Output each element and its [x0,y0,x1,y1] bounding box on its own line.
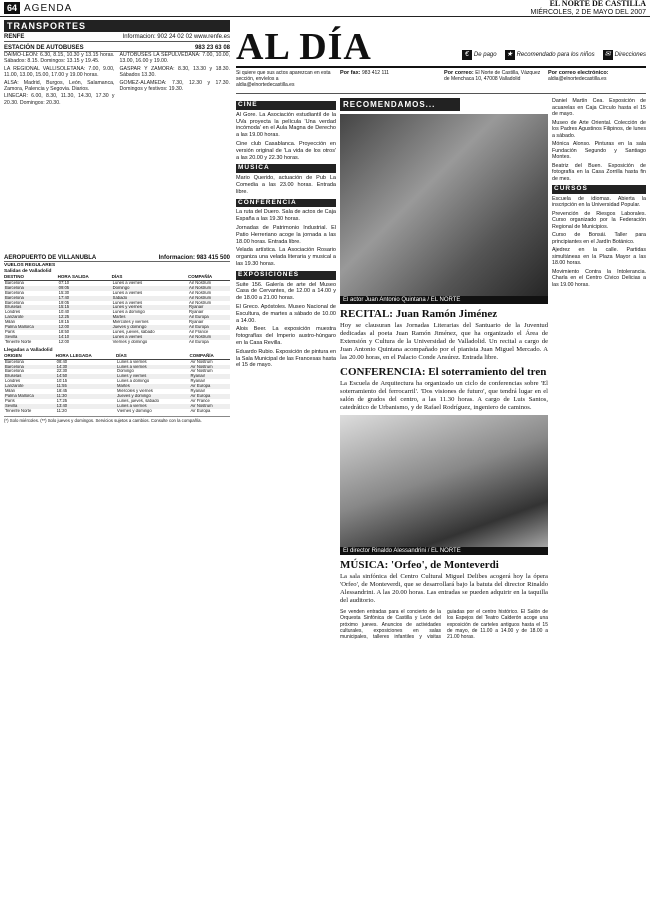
masthead [530,0,646,17]
exhibition-item: Museo de Arte Oriental. Colección de los Padres Agustinos Filipinos, de lunes a sábado. [552,119,646,139]
page-header [0,0,650,17]
table-cell: Barcelona [5,369,24,374]
table-cell: Lanzarote [4,315,58,320]
table-cell: 14:10 [58,335,112,340]
table-cell: 15:30 [58,290,70,295]
listings-column-right [552,98,646,290]
transport-column [4,20,230,898]
otros-item: Ajedrez en la calle. Partidas simultáneas en la Plaza Mayor a las 18.00 horas. [552,247,646,266]
intro-head: Por correo electrónico: [548,70,609,76]
table-cell: 14:30 [56,365,116,370]
flights-title: VUELOS REGULARES [4,263,56,268]
bus-schedule-text [4,52,230,252]
table-header: COMPAÑÍA [188,275,230,280]
aldia-legend [462,50,646,60]
intro-item [236,70,334,91]
table-cell: Air Nostrum [190,365,230,370]
table-cell: Air France [188,329,209,334]
bus-line: GASPAR Y ZAMORA: 8.30, 13.30 y 18.30. Sábados 13.30. [119,65,230,79]
table-cell: Lunes a viernes [116,365,189,370]
exposicion-item: Alois Beer. La exposición muestra fotografías del Imperio austro-húngaro en la Casa Revilla. [236,326,336,346]
table-cell: Milán [5,389,16,394]
bus-station-heading [4,45,230,52]
table-header: ORIGEN [4,354,56,359]
exposiciones-list [236,282,336,370]
transport-header: TRANSPORTES [4,20,230,32]
table-cell: Tenerife Norte [5,408,32,413]
bus-line: LINECAR: 6.00, 8.30, 11.30, 14.30, 17.30 y 20.30. Domingos: 20.30. [4,93,115,106]
table-cell: 12:00 [58,339,70,344]
recital-body: Hoy se clausuran las Jornadas Literarias del Santuario de la Juventud dedicadas al poeta Juan Ramón Jiménez, que ha organizado el Área de Extensión y Cultura de la Universidad de Valladolid. Un recital a cargo de Juan Antonio Quintana acompañado por el pianista Juan Miguel Mercado. A las 20.00 horas, en el Palacio Conde Ansúrez. Entrada libre. [340,322,548,361]
table-cell: Martes [116,384,189,389]
music-body: La sala sinfónica del Centro Cultural Miguel Delibes acogerá hoy la ópera 'Orfeo', de Monteverdi, que se desarrollará bajo la batuta del director Rinaldo Alessandrini. A las 20.00 horas. Las entradas se pueden adquirir en la taquilla del auditorio. [340,573,548,604]
table-cell: 12:25 [58,315,112,320]
table-cell: Lunes a viernes [112,300,143,305]
recommended-column [340,98,548,759]
table-cell: 11:30 [56,394,116,399]
table-cell: Domingo [112,286,188,291]
section-title: AGENDA [24,2,73,14]
curso-item: Escuela de idiomas. Abierta la inscripción en la Universidad Popular. [552,195,646,208]
table-cell: Lunes a viernes [117,359,147,364]
table-cell: Barcelona [4,286,58,291]
renfe-info: Informacion: 902 24 02 02 www.renfe.es [122,34,230,40]
table-cell: Sábado [112,296,188,301]
intro-item [548,70,646,91]
photo-quintana [340,114,548,304]
cine-item: Cine club Casablanca. Proyección en versión original de 'La vida de los otros' a las 20.00 y 22.30 horas. [236,140,336,161]
table-cell: Lunes a viernes [116,404,189,409]
intro-head: Por correo: [444,70,476,76]
table-cell: 18:50 [58,329,70,334]
legend-label: De pago [473,52,497,58]
legend-icon: ★ [506,51,513,58]
departures-table [4,275,230,345]
table-cell: Londres [5,310,21,315]
table-cell: Air Nostrum [190,359,213,364]
table-cell: Sevilla [4,404,56,409]
table-row [4,409,230,414]
exposicion-item: Eduardo Rubio. Exposición de pintura en la Sala Municipal de las Francesas hasta el 15 de mayo. [236,348,336,369]
table-cell: 10:40 [58,310,70,315]
legend-icon: ✉ [603,50,613,60]
aldia-title: AL DÍA [236,26,372,68]
table-cell: 07:10 [58,280,70,285]
table-cell: Ryanair [188,310,204,315]
table-cell: Ryanair [188,305,230,310]
bus-station-phone: 983 23 63 08 [194,45,230,51]
conferencia-list [236,209,336,267]
table-cell: Air Nostrum [188,296,230,301]
table-cell: 08:40 [56,359,68,364]
table-cell: Barcelona [4,296,58,301]
table-cell: Barcelona [5,280,24,285]
table-cell: Jueves y domingo [116,394,189,399]
conferencia-item: Velada artística. La Asociación Rosario organiza una velada literaria y musical a las 19.30 horas. [236,247,336,267]
bus-station-title: ESTACIÓN DE AUTOBUSES [4,45,84,51]
intro-text: El Norte de Castilla, Vázquez de Menchaca 10, 47008 Valladolid [444,70,541,82]
table-header: HORA LLEGADA [56,354,116,359]
table-cell: Air Nostrum [188,335,230,340]
music-headline: MÚSICA: 'Orfeo', de Monteverdi [340,559,499,571]
conference-headline: CONFERENCIA: El soterramiento del tren [340,366,547,378]
table-cell: Air Nostrum [190,369,213,374]
table-cell: Lunes a domingo [117,379,150,384]
table-cell: 15:15 [58,305,112,310]
table-cell: 18:45 [56,389,68,394]
table-cell: Air Nostrum [190,404,230,409]
renfe-line [4,34,230,42]
listings-column-left [236,98,336,371]
table-header: DESTINO [4,275,58,280]
cine-list [236,112,336,162]
table-cell: Air Nostrum [188,286,230,291]
bus-line: ALSA: Madrid, Burgos, León, Salamanca, Zamora, Palencia y Segovia. Diarios. [4,79,115,93]
table-cell: Air France [190,398,210,403]
table-cell: Air Europa [190,394,230,399]
mid-listings: Se venden entradas para el concierto de la Orquesta Sinfónica de Castilla y León del próximo jueves. Anuncios de actividades culturales, exposiciones en salas municipales, talleres infantiles y visitas guiadas por el centro histórico. El Salón de los Espejos del Teatro Calderón acoge una exposición de carteles antiguos hasta el 15 de mayo, de 11.00 a 14.00 y de 18.00 a 21.00 horas. [340,609,548,641]
legend-icon: € [462,50,472,60]
table-cell: Lunes y viernes [116,374,189,379]
table-cell: Milán [5,320,16,325]
recital-headline: RECITAL: Juan Ramón Jiménez [340,308,498,320]
table-cell: Barcelona [5,290,24,295]
table-row [4,340,230,345]
arrivals-table [4,354,230,414]
intro-text: Si quiere que sus actos aparezcan en esta sección, envíelos a aldia@elnortedecastilla.es [236,70,331,88]
exposicion-item: Suite 156. Galería de arte del Museo Casa de Cervantes, de 12.00 a 14.00 y de 18.00 a 21.00 horas. [236,281,336,302]
table-cell: Air Europa [188,325,230,330]
legend-label: Direcciones [614,52,646,58]
exhibition-item: Mónica Alonso. Pinturas en la sala Fundación Segundo y Santiago Montes. [552,141,646,160]
table-cell: Lunes a viernes [112,280,143,285]
bus-line: LA REGIONAL VALLISOLETANA: 7.00, 9.00, 11.00, 13.00, 15.00, 17.00 y 19.00 horas. [4,65,115,79]
table-cell: Bruselas [4,374,56,379]
table-cell: Bruselas [4,305,58,310]
photo-alessandrini [340,415,548,555]
arrivals-title: Llegadas a Valladolid [4,347,53,353]
curso-item: Prevención de Riesgos Laborales. Curso organizado por la Federación Regional de Municipios. [552,210,646,230]
recomendamos-header: RECOMENDAMOS... [340,98,460,111]
newspaper-name: EL NORTE DE CASTILLA [549,0,646,8]
conferencia-item: La ruta del Duero. Sala de actos de Caja España a las 19.30 horas. [236,209,336,223]
table-cell: Ryanair [190,379,205,384]
table-cell: Air Europa [190,408,211,413]
departures-title: Salidas de Valladolid [4,269,52,274]
table-cell: Lunes, jueves, sábado [117,398,159,403]
conference-body: La Escuela de Arquitectura ha organizado un ciclo de conferencias sobre 'El soterramiento del ferrocarril'. 'Dos visiones de futuro', que tendrá lugar en el salón de grados del centro, a las 11.30 horas. A cargo de Luis Santos, catedrático de Urbanismo, y de Rafael Rodríguez, ingeniero de caminos. [340,380,548,411]
exhibition-item: Beatriz del Buen. Exposición de fotografía en la Casa Zorrilla hasta fin de mes. [552,162,646,182]
table-cell: Palma Mallorca [4,325,58,330]
intro-item [340,70,438,91]
table-cell: 17:25 [56,398,68,403]
issue-date: MIÉRCOLES, 2 DE MAYO DEL 2007 [530,8,646,16]
table-cell: Lanzarote [4,384,56,389]
table-cell: Ryanair [190,374,230,379]
aldia-section [236,20,646,898]
table-cell: Viernes y domingo [112,339,148,344]
table-cell: Air Europa [190,384,230,389]
otros-item: Movimiento Contra la Intolerancia. Charla en el Centro Cívico Delicias a las 19.00 horas. [552,268,646,288]
bus-line: AUTOBUSES LA SEPULVEDANA: 7.00, 10.00, 13.00, 16.00 y 19.00. [119,52,230,65]
airport-phone: Informacion: 983 415 500 [158,255,230,261]
cine-header: CINE [236,101,336,110]
exhibition-item: Daniel Martín Cea. Exposición de acuarelas en Caja Círculo hasta el 15 de mayo. [552,98,646,117]
legend-item [462,50,497,60]
bus-line: GOMEZ-ALAMEDA: 7.30, 12.30 y 17.30. Domingos y festivos: 19.30. [119,79,230,93]
table-header: DÍAS [112,275,188,280]
table-cell: Ryanair [190,389,205,394]
table-cell: 11:55 [56,384,116,389]
table-cell: 22:30 [56,369,68,374]
photo-quintana-caption: El actor Juan Antonio Quintana / EL NORTE [340,296,548,304]
table-header: COMPAÑÍA [190,354,230,359]
exposiciones-header: EXPOSICIONES [236,271,336,280]
table-cell: Jueves y domingo [112,325,188,330]
intro-text: 983 412 111 [362,70,390,76]
table-cell: Barcelona [5,300,24,305]
table-cell: Londres [5,379,21,384]
table-header: HORA SALIDA [58,275,112,280]
table-cell: Lunes y viernes [112,305,188,310]
table-cell: Viernes y domingo [117,408,152,413]
table-cell: Barcelona [5,359,24,364]
musica-header: MÚSICA [236,164,336,173]
intro-head: Por fax: [340,70,363,76]
renfe-label: RENFE [4,34,25,40]
table-cell: 19:15 [58,320,70,325]
conferencia-header: CONFERENCIA [236,199,336,208]
table-cell: Ryanair [188,320,204,325]
table-cell: 17:40 [58,296,112,301]
table-cell: Lunes a domingo [112,310,145,315]
table-cell: Air Nostrum [188,300,212,305]
table-cell: Barcelona [4,365,56,370]
table-cell: Miércoles y viernes [117,389,153,394]
otros-list [552,247,646,288]
cine-item: Al Gore. La Asociación estudiantil de la UVa proyecta la película 'Una verdad incómoda' en el Aula Magna de Derecho a las 19.00 horas. [236,111,336,139]
table-cell: 13:40 [56,404,116,409]
legend-label: Recomendado para los niños [516,52,595,58]
table-cell: 14:50 [56,374,116,379]
table-cell: Air Europa [188,315,230,320]
conferencia-item: Jornadas de Patrimonio Industrial. El Patio Herreriano acoge la jornada a las 18.00 horas. Entrada libre. [236,224,336,245]
table-cell: 09:05 [58,286,112,291]
table-cell: 11:20 [56,408,67,413]
intro-text: aldia@elnortedecastilla.es [548,76,607,82]
exposicion-item: El Greco. Apóstoles. Museo Nacional de Escultura, de martes a sábado de 10.00 a 14.00. [236,303,336,324]
table-cell: Martes [112,315,188,320]
musica-item: Mario Querido, actuación de Pub La Comedia a las 23.00 horas. Entrada libre. [236,175,336,195]
table-cell: Sevilla [4,335,58,340]
right-exhibitions [552,98,646,182]
table-cell: Lunes a viernes [112,335,188,340]
table-cell: 10:15 [56,379,68,384]
musica-list [236,175,336,195]
table-cell: Palma Mallorca [4,394,56,399]
table-cell: Lunes, jueves, sábado [112,329,155,334]
cursos-list [552,196,646,246]
aldia-intro [236,70,646,94]
table-cell: París [5,398,15,403]
table-cell: 12:00 [58,325,112,330]
table-cell: Tenerife Norte [5,339,32,344]
page-number: 64 [4,2,20,14]
legend-item [505,50,595,60]
legend-item [603,50,646,60]
airport-title: AEROPUERTO DE VILLANUBLA [4,255,97,261]
table-cell: Air Nostrum [188,280,212,285]
table-cell: Lunes a viernes [112,290,143,295]
intro-item [444,70,542,91]
aldia-header [236,20,646,68]
table-cell: París [5,329,15,334]
table-cell: Air Europa [188,339,209,344]
table-cell: Miércoles y viernes [112,320,149,325]
table-cell: Domingo [117,369,134,374]
bus-line: DAIMO-LEON: 6.30, 8.15, 10.30 y 13.15 horas. Sábados: 8.15. Domingos: 13.15 y 19.45. [4,52,115,65]
cursos-header: CURSOS [552,185,646,194]
table-header: DÍAS [116,354,189,359]
curso-item: Curso de Bonsái. Taller para principiantes en el Jardín Botánico. [552,232,646,245]
airport-heading [4,255,230,262]
photo-alessandrini-caption: El director Rinaldo Alessandrini / EL NORTE [340,547,548,555]
table-cell: 19:05 [58,300,70,305]
table-cell: Air Nostrum [188,290,212,295]
transport-footnote: (*) Solo miércoles. (**) Solo jueves y domingos. Servicios sujetos a cambios. Consulte con la compañía. [4,416,230,423]
